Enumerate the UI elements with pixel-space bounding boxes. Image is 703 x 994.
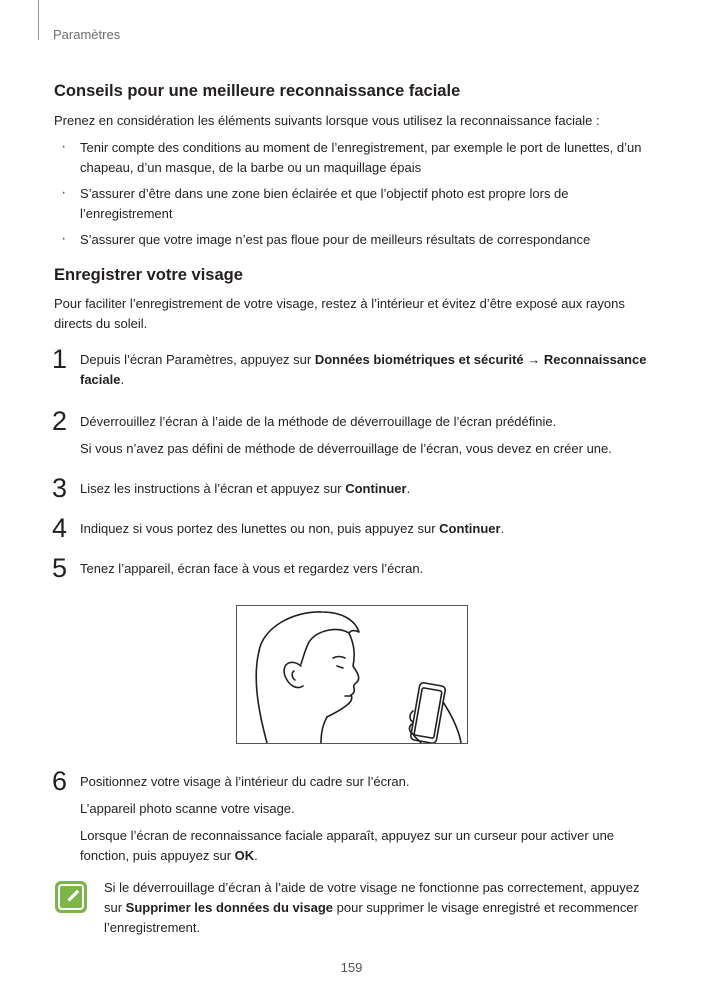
- step-text: Depuis l’écran Paramètres, appuyez sur Données biométriques et sécurité → Reconnaissance faciale.: [80, 352, 647, 387]
- list-item: · S’assurer que votre image n’est pas floue pour de meilleurs résultats de correspondance: [54, 230, 654, 250]
- step-text: Indiquez si vous portez des lunettes ou non, puis appuyez sur Continuer.: [80, 521, 505, 536]
- tips-intro: Prenez en considération les éléments suivants lorsque vous utilisez la reconnaissance faciale :: [54, 113, 600, 128]
- section-label: Paramètres: [53, 27, 121, 42]
- register-title: Enregistrer votre visage: [54, 266, 243, 284]
- step-2: [52, 406, 654, 459]
- person-holding-phone-illustration: [237, 606, 467, 743]
- step-text: Déverrouillez l’écran à l’aide de la méthode de déverrouillage de l’écran prédéfinie.: [80, 414, 557, 429]
- step-5: [52, 553, 654, 583]
- step-number: 1: [52, 344, 68, 374]
- step-text: Tenez l’appareil, écran face à vous et regardez vers l’écran.: [80, 561, 424, 576]
- list-item: · S’assurer d’être dans une zone bien éclairée et que l’objectif photo est propre lors de l’enregistrement: [54, 184, 654, 224]
- step-1: [52, 344, 654, 390]
- step-subtext: L’appareil photo scanne votre visage.: [80, 801, 295, 816]
- face-scan-illustration: [236, 605, 468, 744]
- page-number: 159: [340, 960, 363, 975]
- step-number: 5: [52, 553, 68, 583]
- step-subtext: Lorsque l’écran de reconnaissance faciale apparaît, appuyez sur un curseur pour activer une fonction, puis appuyez sur OK.: [80, 828, 615, 863]
- step-3: [52, 473, 654, 503]
- step-number: 6: [52, 766, 68, 796]
- note-text: Si le déverrouillage d’écran à l’aide de votre visage ne fonctionne pas correctement, appuyez sur Supprimer les données du visage pour supprimer le visage enregistré et recommencer l’enregistrement.: [104, 880, 640, 935]
- step-number: 4: [52, 513, 68, 543]
- step-number: 2: [52, 406, 68, 436]
- main-content: [54, 82, 654, 866]
- step-4: [52, 513, 654, 543]
- note-pencil-icon: [54, 880, 88, 914]
- note-box: [54, 878, 654, 938]
- page-header: [0, 0, 703, 50]
- register-intro: Pour faciliter l’enregistrement de votre visage, restez à l’intérieur et évitez d’être exposé aux rayons directs du soleil.: [54, 296, 625, 331]
- header-divider: [38, 0, 39, 40]
- step-subtext: Si vous n’avez pas défini de méthode de déverrouillage de l’écran, vous devez en créer une.: [80, 441, 612, 456]
- step-text: Positionnez votre visage à l’intérieur du cadre sur l’écran.: [80, 774, 410, 789]
- step-number: 3: [52, 473, 68, 503]
- tips-title: Conseils pour une meilleure reconnaissance faciale: [54, 82, 461, 100]
- step-6: [52, 766, 654, 866]
- tips-list: [54, 138, 654, 250]
- list-item: · Tenir compte des conditions au moment de l’enregistrement, par exemple le port de lunettes, d’un chapeau, d’un masque, de la barbe ou un maquillage épais: [54, 138, 654, 178]
- step-text: Lisez les instructions à l’écran et appuyez sur Continuer.: [80, 481, 411, 496]
